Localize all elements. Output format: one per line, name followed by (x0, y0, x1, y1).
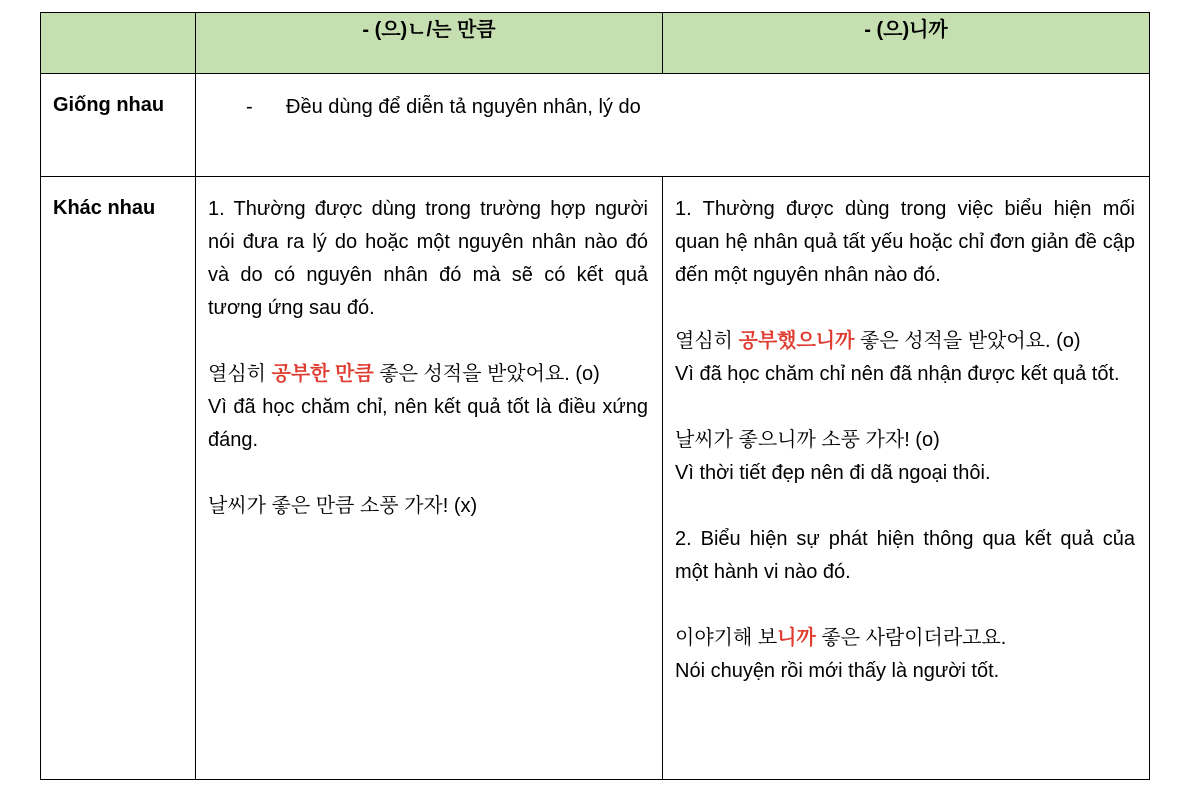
right-usage-paragraph-2: 2. Biểu hiện sự phát hiện thông qua kết quả của một hành vi nào đó. (675, 528, 1135, 583)
right-usage-paragraph-1: 1. Thường được dùng trong việc biểu hiện mối quan hệ nhân quả tất yếu hoặc chỉ đơn giản đề cập đến một nguyên nhân nào đó. (675, 198, 1135, 286)
left-example-1-translation: Vì đã học chăm chỉ, nên kết quả tốt là điều xứng đáng. (208, 396, 648, 451)
highlight-text: 니까 (777, 627, 816, 649)
highlight-text: 공부한 만큼 (271, 363, 374, 385)
example-text: 열심히 (675, 330, 739, 352)
right-example-2: 날씨가 좋으니까 소풍 가자! (o) (675, 429, 940, 451)
diff-row (41, 177, 1150, 780)
diff-right-cell (663, 177, 1150, 780)
comparison-table (40, 12, 1150, 780)
right-example-3-translation: Nói chuyện rồi mới thấy là người tốt. (675, 660, 1000, 682)
left-example-2: 날씨가 좋은 만큼 소풍 가자! (x) (208, 495, 478, 517)
left-usage-paragraph: 1. Thường được dùng trong trường hợp người nói đưa ra lý do hoặc một nguyên nhân nào đó và do có nguyên nhân đó mà sẽ có kết quả tương ứng sau đó. (208, 198, 648, 319)
right-example-3 (675, 622, 1135, 655)
example-text: 좋은 사람이더라고요. (815, 627, 1007, 649)
example-text: 이야기해 보 (675, 627, 778, 649)
same-row (41, 74, 1150, 177)
header-col-mankeum: - (으)ㄴ/는 만큼 (196, 13, 663, 74)
same-text: Đều dùng để diễn tả nguyên nhân, lý do (286, 96, 641, 118)
header-col-nikka: - (으)니까 (663, 13, 1150, 74)
right-example-2-translation: Vì thời tiết đẹp nên đi dã ngoại thôi. (675, 462, 991, 484)
highlight-text: 공부했으니까 (738, 330, 855, 352)
row-label-diff: Khác nhau (41, 177, 196, 780)
header-row (41, 13, 1150, 74)
header-empty-cell (41, 13, 196, 74)
example-text: 좋은 성적을 받았어요. (o) (854, 330, 1081, 352)
left-example-1 (208, 358, 648, 391)
same-bullet (196, 74, 1149, 122)
right-example-1-translation: Vì đã học chăm chỉ nên đã nhận được kết quả tốt. (675, 363, 1120, 385)
same-content-cell (196, 74, 1150, 177)
example-text: 좋은 성적을 받았어요. (o) (373, 363, 600, 385)
bullet-dash: - (246, 96, 253, 118)
example-text: 열심히 (208, 363, 272, 385)
right-example-1 (675, 325, 1135, 358)
row-label-same: Giống nhau (41, 74, 196, 177)
diff-left-cell (196, 177, 663, 780)
